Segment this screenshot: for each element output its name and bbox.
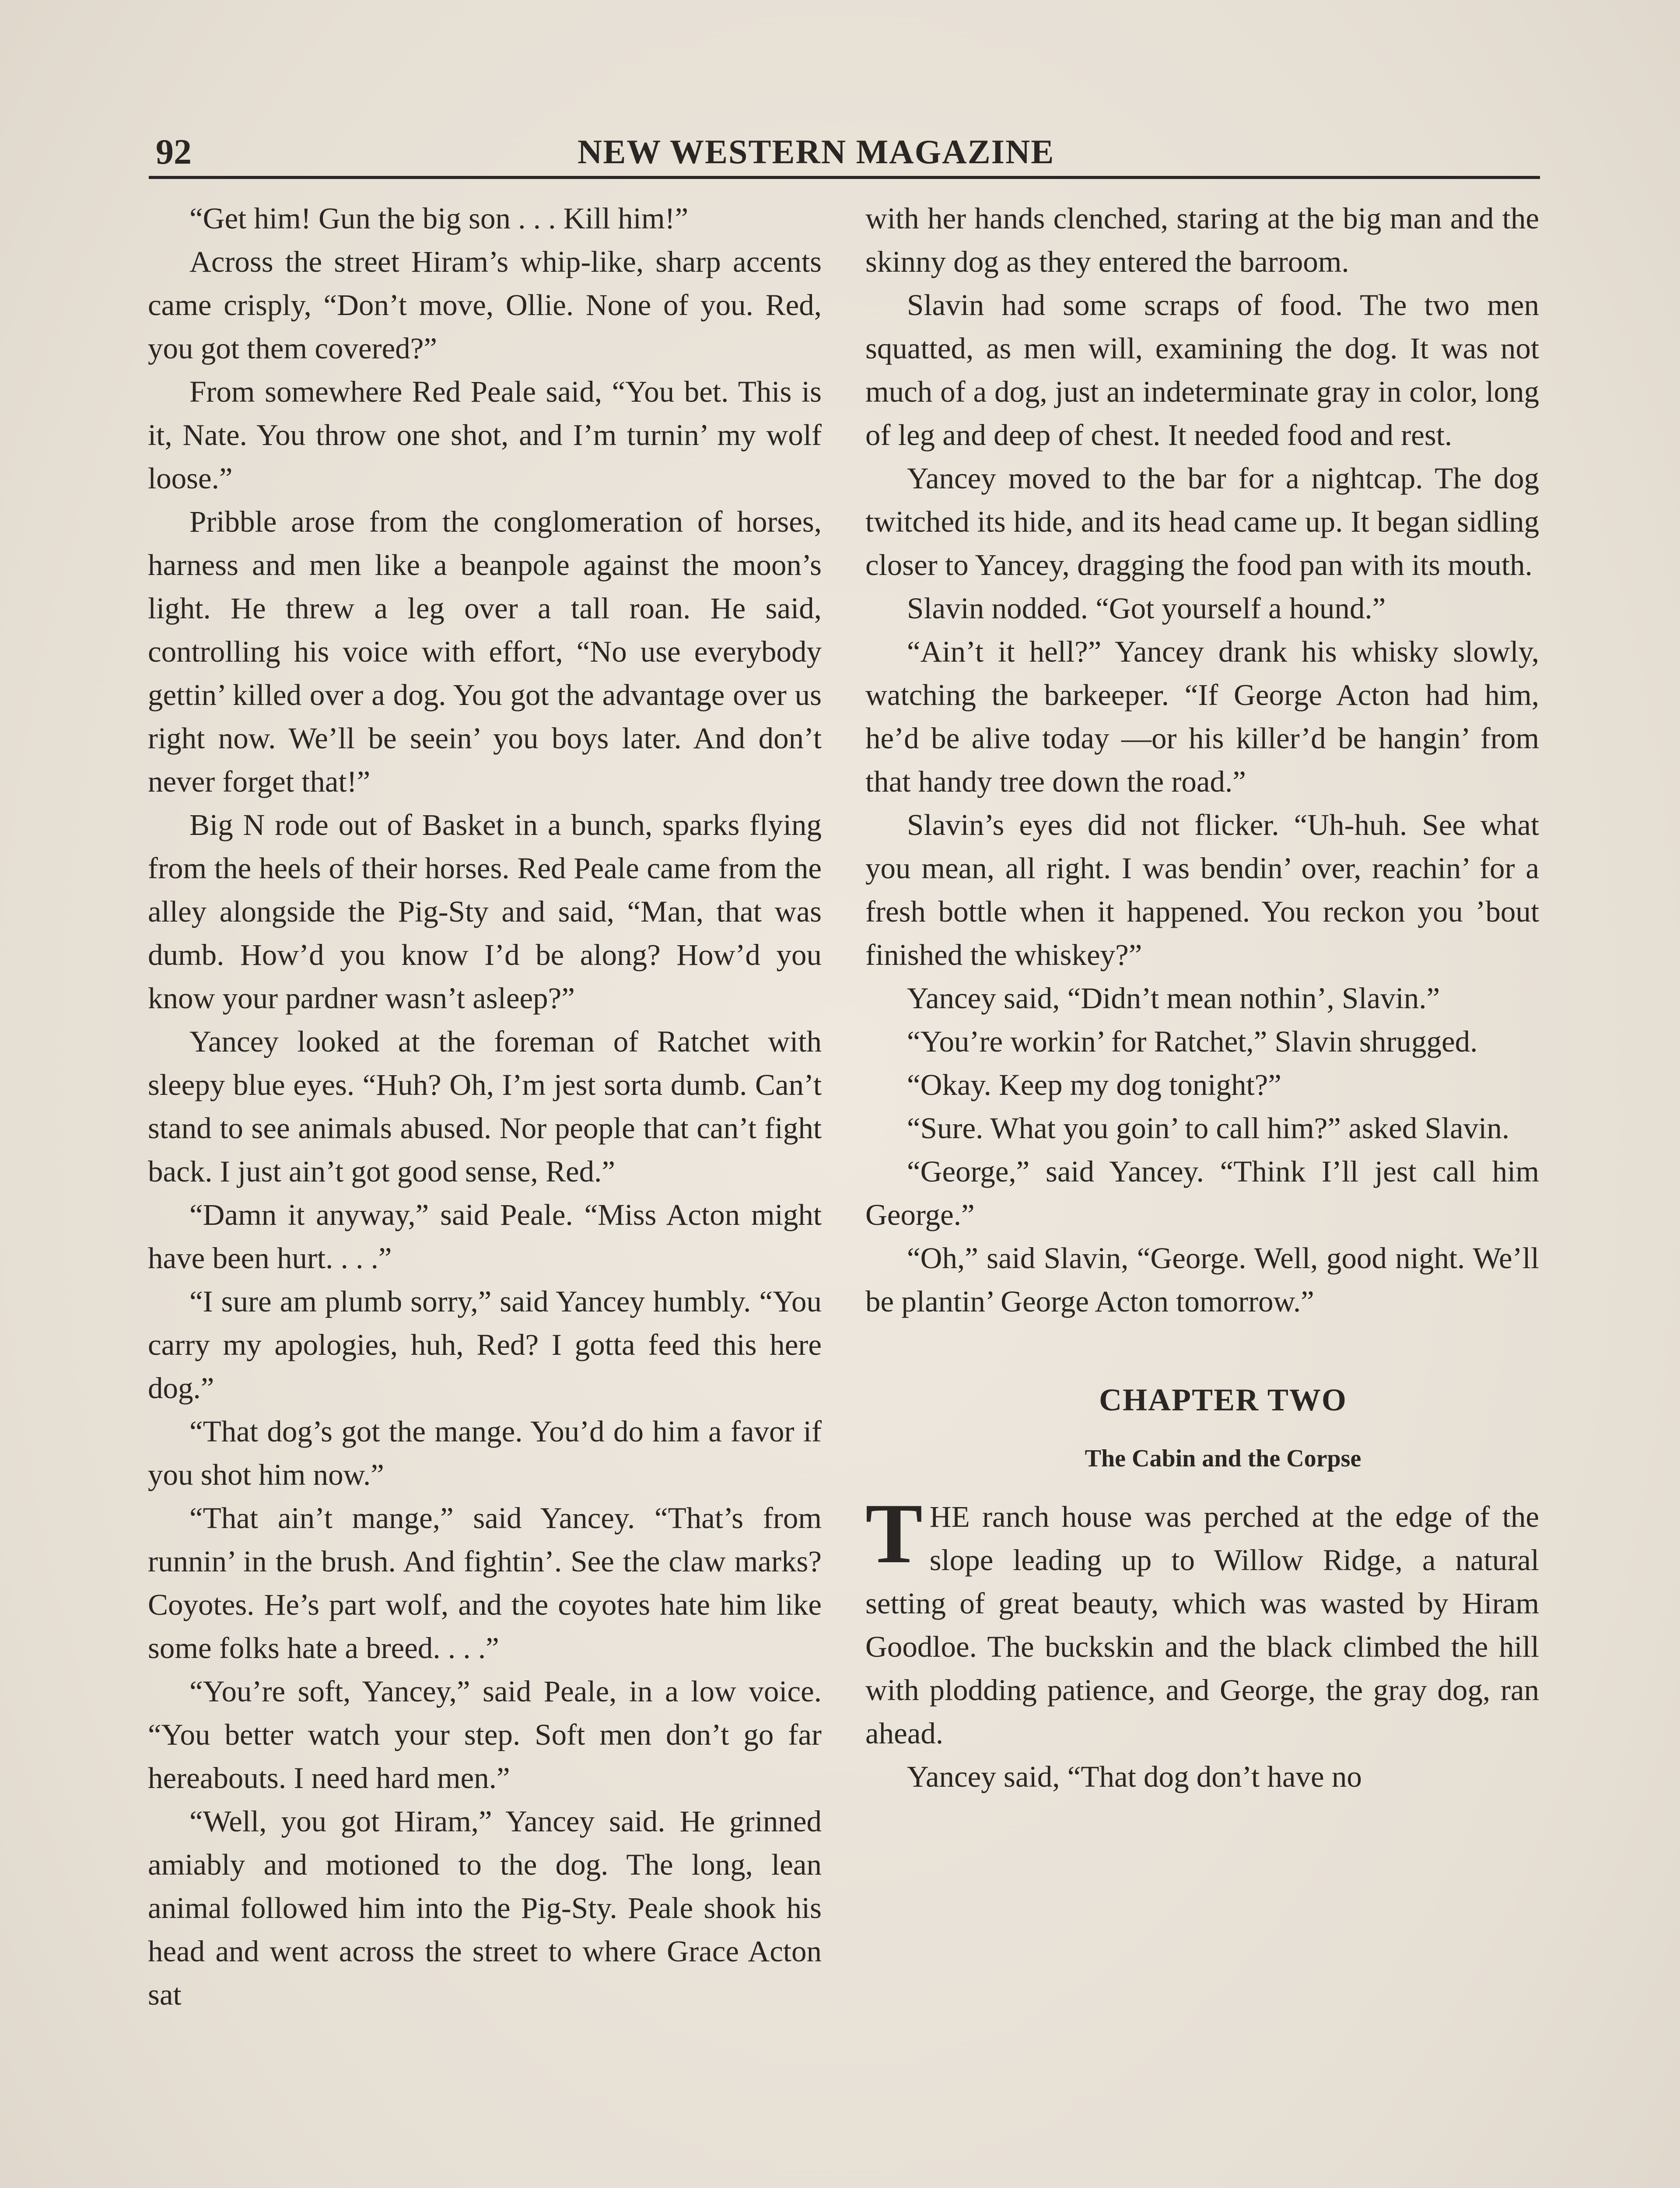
paragraph: “You’re workin’ for Ratchet,” Slavin shrugged. <box>907 1025 1478 1058</box>
paragraph: “That ain’t mange,” said Yancey. “That’s from runnin’ in the brush. And fightin’. See the claw marks? Coyotes. He’s part wolf, and the coyotes hate him like some folks hate a breed. . . .” <box>148 1501 822 1665</box>
paragraph: “I sure am plumb sorry,” said Yancey humbly. “You carry my apologies, huh, Red? I gotta feed this here dog.” <box>148 1285 822 1405</box>
page-number: 92 <box>156 132 192 172</box>
paragraph: “Get him! Gun the big son . . . Kill him!” <box>189 202 689 235</box>
paragraph: “Ain’t it hell?” Yancey drank his whisky slowly, watching the barkeeper. “If George Acton had him, he’d be alive today —or his killer’d be hangin’ from that handy tree down the road.” <box>865 635 1539 798</box>
paragraph: Big N rode out of Basket in a bunch, sparks flying from the heels of their horses. Red Peale came from the alley alongside the Pig-Sty and said, “Man, that was dumb. How’d you know I’d be along? How’d you know your pardner wasn’t asleep?” <box>148 808 822 1015</box>
chapter-opening-paragraph <box>865 1486 1539 1755</box>
paragraph: “Damn it anyway,” said Peale. “Miss Acton might have been hurt. . . .” <box>148 1198 822 1275</box>
paragraph: From somewhere Red Peale said, “You bet. This is it, Nate. You throw one shot, and I’m turnin’ my wolf loose.” <box>148 375 822 495</box>
chapter-subtitle: The Cabin and the Corpse <box>1085 1445 1362 1472</box>
paragraph-continuation: with her hands clenched, staring at the big man and the skinny dog as they entered the barroom. <box>865 202 1539 278</box>
chapter-heading: CHAPTER TWO <box>1099 1382 1347 1417</box>
paragraph: Yancey moved to the bar for a nightcap. The dog twitched its hide, and its head came up. It began sidling closer to Yancey, dragging the food pan with its mouth. <box>865 462 1539 582</box>
paragraph: “Well, you got Hiram,” Yancey said. He grinned amiably and motioned to the dog. The long, lean animal followed him into the Pig-Sty. Peale shook his head and went across the street to where Grace Acton sat <box>148 1805 822 2011</box>
paragraph: Across the street Hiram’s whip-like, sharp accents came crisply, “Don’t move, Ollie. None of you. Red, you got them covered?” <box>148 245 822 365</box>
drop-cap: T <box>865 1486 923 1581</box>
paragraph: Yancey looked at the foreman of Ratchet with sleepy blue eyes. “Huh? Oh, I’m jest sorta dumb. Can’t stand to see animals abused. Nor people that can’t fight back. I just ain’t got good sense, Red.” <box>148 1025 822 1188</box>
paragraph: Slavin had some scraps of food. The two men squatted, as men will, examining the dog. It was not much of a dog, just an indeterminate gray in color, long of leg and deep of chest. It needed food and rest. <box>865 288 1539 452</box>
paragraph: Yancey said, “Didn’t mean nothin’, Slavin.” <box>907 982 1440 1015</box>
paragraph: “Okay. Keep my dog tonight?” <box>907 1068 1281 1101</box>
paragraph: “Oh,” said Slavin, “George. Well, good night. We’ll be plantin’ George Acton tomorrow.” <box>865 1241 1539 1318</box>
chapter-opening-text: HE ranch house was perched at the edge of the slope leading up to Willow Ridge, a natural setting of great beauty, which was wasted by Hiram Goodloe. The buckskin and the black climbed the hill with plodding patience, and George, the gray dog, ran ahead. <box>865 1500 1539 1750</box>
paragraph: “That dog’s got the mange. You’d do him a favor if you shot him now.” <box>148 1415 822 1491</box>
paragraph: Slavin nodded. “Got yourself a hound.” <box>907 592 1386 625</box>
magazine-title: NEW WESTERN MAGAZINE <box>578 133 1055 171</box>
paragraph: Slavin’s eyes did not flicker. “Uh-huh. See what you mean, all right. I was bendin’ over, reachin’ for a fresh bottle when it happened. You reckon you ’bout finished the whiskey?” <box>865 808 1539 971</box>
paragraph: Yancey said, “That dog don’t have no <box>907 1760 1362 1793</box>
paragraph: “You’re soft, Yancey,” said Peale, in a low voice. “You better watch your step. Soft men don’t go far hereabouts. I need hard men.” <box>148 1675 822 1795</box>
page-header <box>149 128 1540 179</box>
paragraph: “Sure. What you goin’ to call him?” asked Slavin. <box>907 1112 1510 1145</box>
paragraph: Pribble arose from the conglomeration of horses, harness and men like a beanpole against the moon’s light. He threw a leg over a tall roan. He said, controlling his voice with effort, “No use everybody gettin’ killed over a dog. You got the advantage over us right now. We’ll be seein’ you boys later. And don’t never forget that!” <box>148 505 822 798</box>
left-column <box>148 197 822 2016</box>
paragraph: “George,” said Yancey. “Think I’ll jest call him George.” <box>865 1155 1539 1231</box>
right-column <box>865 197 1539 1799</box>
